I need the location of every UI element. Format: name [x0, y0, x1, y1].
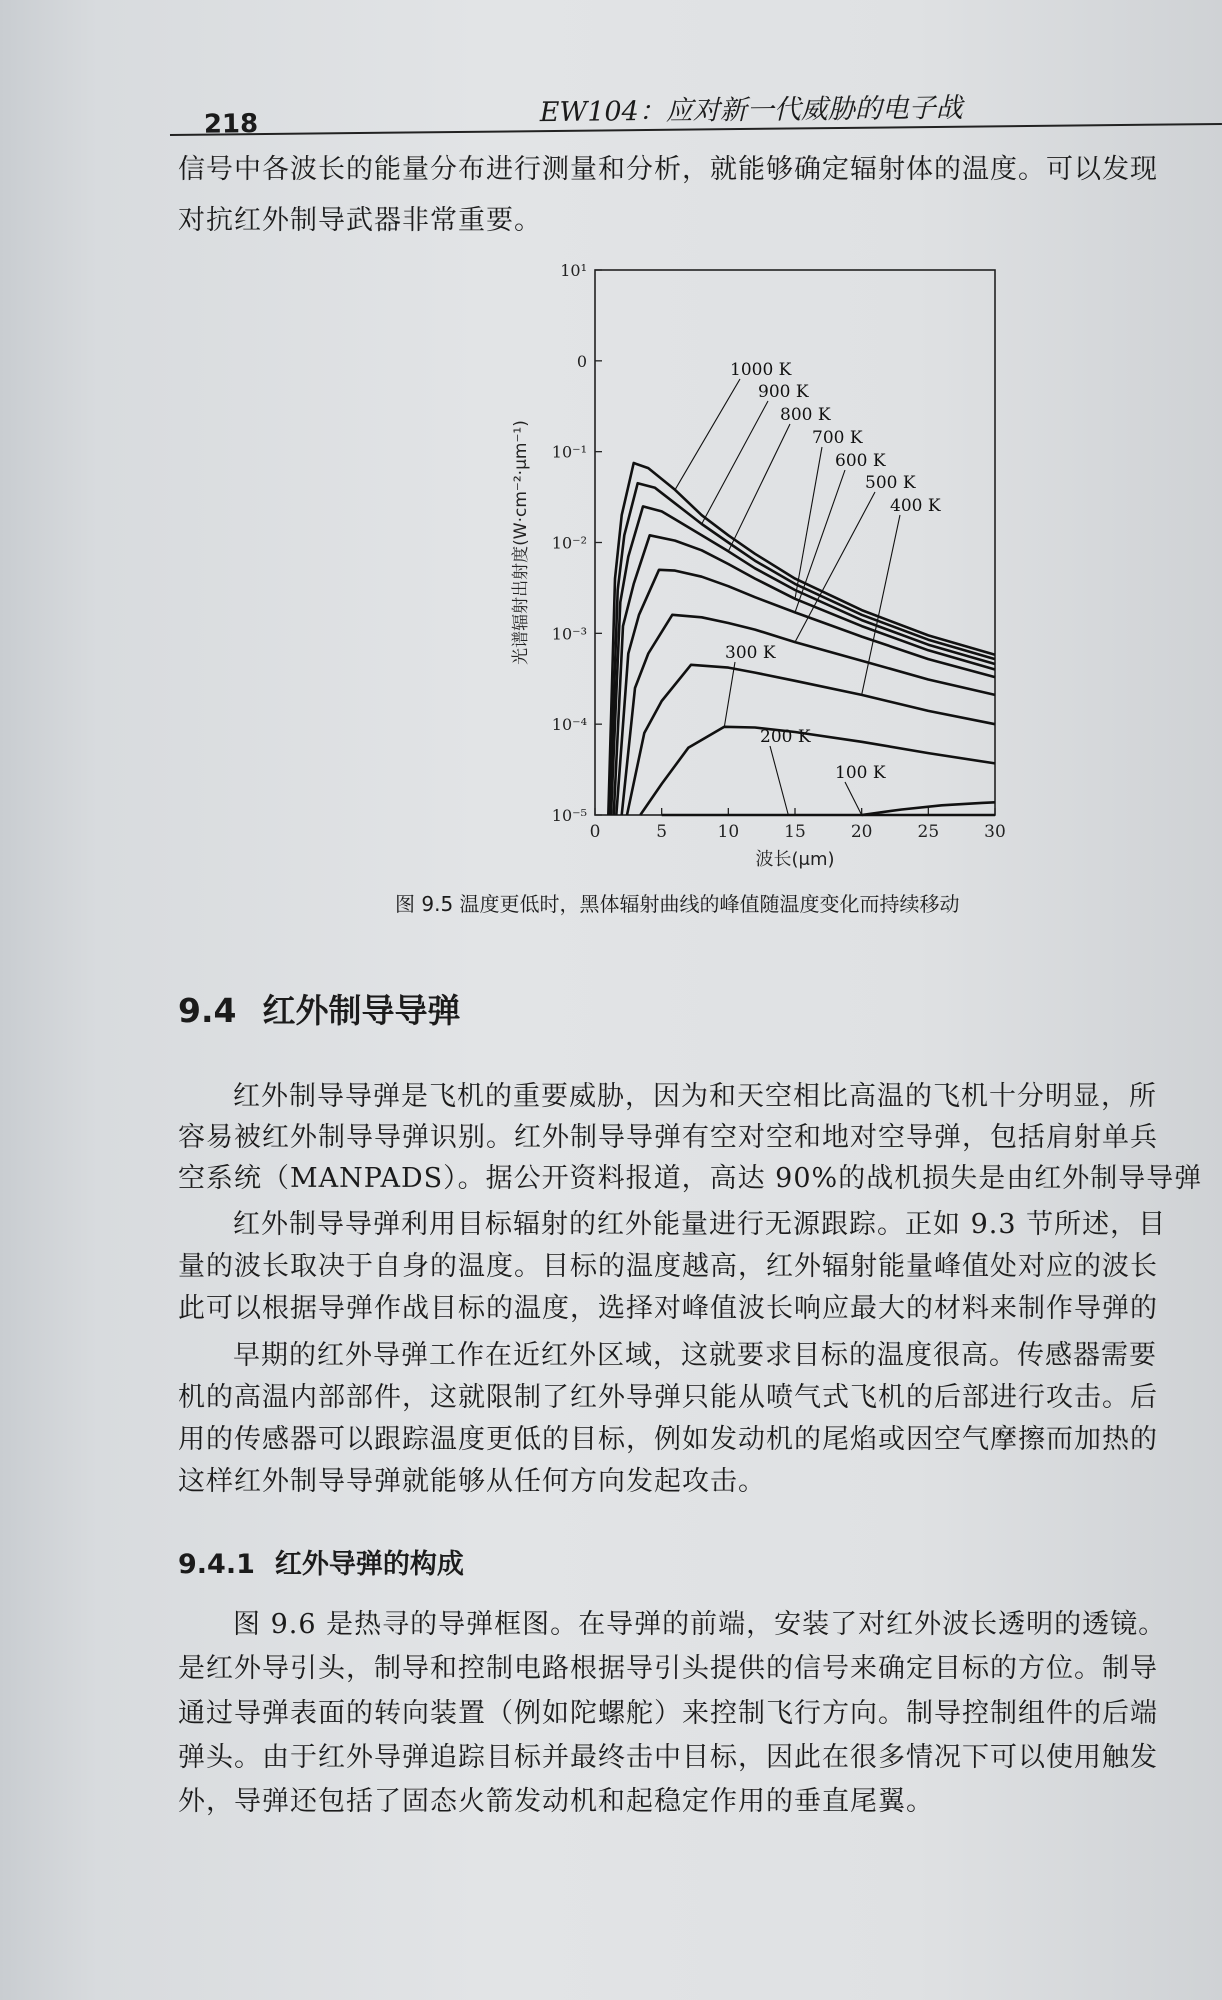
figure-caption: 图 9.5 温度更低时，黑体辐射曲线的峰值随温度变化而持续移动	[395, 892, 960, 916]
series-leader	[770, 746, 788, 815]
series-label: 300 K	[725, 643, 776, 663]
page-number: 218	[203, 109, 259, 140]
x-tick-label: 20	[850, 822, 873, 842]
section-line: 用的传感器可以跟踪温度更低的目标，例如发动机的尾焰或因空气摩擦而加热的	[178, 1424, 1158, 1455]
running-title: EW104：应对新一代威胁的电子战	[539, 92, 963, 129]
series-leader	[845, 782, 862, 815]
y-tick-label: 10⁻³	[551, 624, 587, 644]
subsection-line: 是红外导引头，制导和控制电路根据导引头提供的信号来确定目标的方位。制导	[178, 1653, 1158, 1684]
x-axis-label: 波长(μm)	[755, 849, 835, 870]
section-line: 空系统（MANPADS）。据公开资料报道，高达 90%的战机损失是由红外制导导弹	[178, 1163, 1203, 1194]
subsection-line: 通过导弹表面的转向装置（例如陀螺舵）来控制飞行方向。制导控制组件的后端	[178, 1698, 1158, 1729]
series-curve	[622, 615, 995, 815]
series-curve	[640, 727, 995, 815]
section-heading	[178, 985, 460, 1032]
series-label: 500 K	[865, 473, 916, 493]
section-line: 容易被红外制导导弹识别。红外制导导弹有空对空和地对空导弹，包括肩射单兵	[178, 1122, 1158, 1153]
y-tick-label: 10⁻¹	[551, 442, 587, 462]
series-curve	[610, 483, 995, 815]
section-title: 红外制导导弹	[262, 991, 461, 1030]
section-line: 量的波长取决于自身的温度。目标的温度越高，红外辐射能量峰值处对应的波长	[178, 1251, 1158, 1282]
subsection-title: 红外导弹的构成	[274, 1549, 464, 1580]
subsection-heading	[178, 1542, 464, 1581]
series-leader	[728, 424, 790, 551]
series-label: 900 K	[758, 382, 809, 402]
series-curve	[616, 570, 995, 815]
section-line: 红外制导导弹是飞机的重要威胁，因为和天空相比高温的飞机十分明显，所	[233, 1081, 1157, 1112]
section-line: 机的高温内部部件，这就限制了红外导弹只能从喷气式飞机的后部进行攻击。后	[178, 1382, 1158, 1413]
series-label: 400 K	[890, 496, 941, 516]
section-line: 此可以根据导弹作战目标的温度，选择对峰值波长响应最大的材料来制作导弹的	[178, 1293, 1158, 1324]
page-header	[170, 81, 1222, 140]
series-label: 600 K	[835, 451, 886, 471]
series-label: 200 K	[760, 727, 811, 747]
series-label: 800 K	[780, 405, 831, 425]
x-tick-label: 10	[717, 822, 740, 842]
series-label: 700 K	[812, 428, 863, 448]
y-tick-label: 10⁻⁵	[551, 806, 587, 825]
y-tick-label: 10¹	[560, 261, 587, 280]
intro-line: 对抗红外制导武器非常重要。	[178, 205, 542, 236]
y-tick-label: 10⁻⁴	[551, 715, 587, 735]
section-line: 早期的红外导弹工作在近红外区域，这就要求目标的温度很高。传感器需要	[233, 1340, 1157, 1371]
series-leader	[724, 662, 735, 727]
intro-line: 信号中各波长的能量分布进行测量和分析，就能够确定辐射体的温度。可以发现	[178, 154, 1158, 185]
section-line: 这样红外制导导弹就能够从任何方向发起攻击。	[178, 1466, 766, 1497]
section-line: 红外制导导弹利用目标辐射的红外能量进行无源跟踪。正如 9.3 节所述，目	[233, 1209, 1167, 1240]
blackbody-chart	[490, 250, 1030, 870]
series-label: 1000 K	[730, 360, 792, 380]
subsection-line: 图 9.6 是热寻的导弹框图。在导弹的前端，安装了对红外波长透明的透镜。	[233, 1609, 1167, 1640]
series-label: 100 K	[835, 763, 886, 783]
y-axis-label: 光谱辐射出射度(W·cm⁻²·μm⁻¹)	[511, 420, 531, 665]
x-tick-label: 25	[917, 822, 940, 842]
series-curve	[627, 665, 995, 815]
y-tick-label: 0	[576, 351, 587, 371]
subsection-line: 外，导弹还包括了固态火箭发动机和起稳定作用的垂直尾翼。	[178, 1786, 934, 1817]
series-leader	[675, 379, 740, 490]
subsection-line: 弹头。由于红外导弹追踪目标并最终击中目标，因此在很多情况下可以使用触发	[178, 1742, 1158, 1773]
x-tick-label: 0	[589, 822, 601, 842]
subsection-number: 9.4.1	[178, 1549, 255, 1580]
series-leader	[702, 401, 768, 524]
x-tick-label: 30	[984, 822, 1006, 842]
y-tick-label: 10⁻²	[551, 533, 587, 553]
x-tick-label: 15	[784, 822, 806, 842]
x-tick-label: 5	[656, 822, 668, 842]
series-leader	[862, 515, 900, 695]
figure-9-5	[490, 250, 1030, 870]
series-leader	[795, 447, 822, 599]
section-number: 9.4	[178, 991, 237, 1030]
